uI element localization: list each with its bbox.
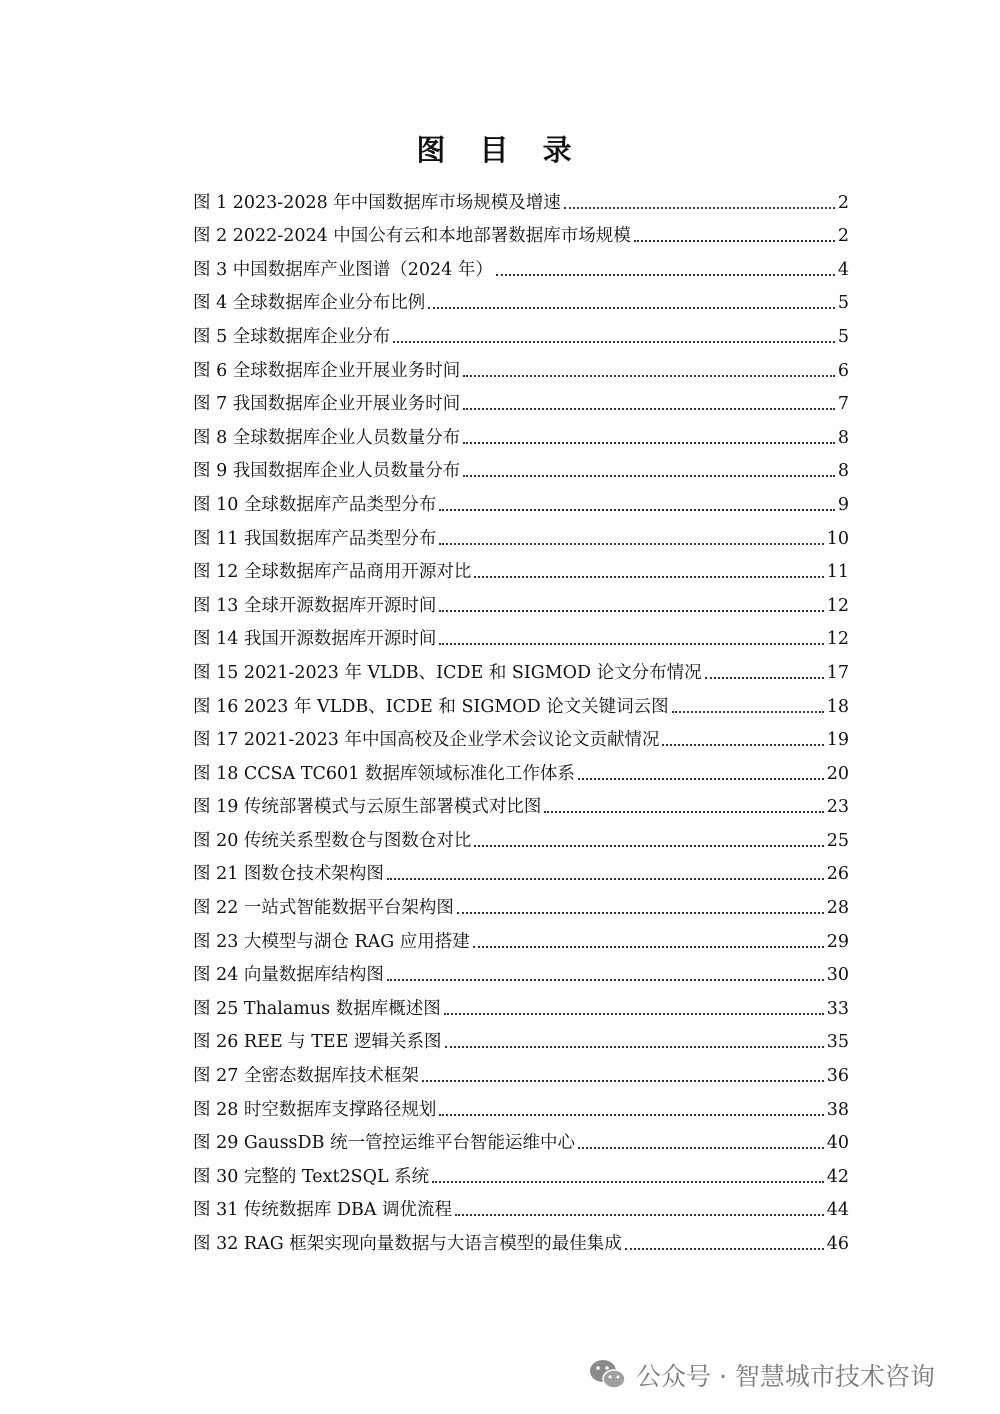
toc-entry[interactable] [193,1053,849,1087]
toc-dot-leader [428,306,835,309]
toc-entry-label: 图 3 中国数据库产业图谱（2024 年） [193,259,493,280]
toc-entry[interactable] [193,785,849,819]
toc-entry-label: 图 14 我国开源数据库开源时间 [193,629,437,650]
toc-entry-label: 图 23 大模型与湖仓 RAG 应用搭建 [193,931,470,952]
toc-dot-leader [672,710,824,713]
toc-entry-label: 图 17 2021-2023 年中国高校及企业学术会议论文贡献情况 [193,730,660,751]
toc-entry-page: 12 [826,595,849,616]
toc-entry-label: 图 2 2022-2024 中国公有云和本地部署数据库市场规模 [193,226,631,247]
toc-entry[interactable] [193,180,849,214]
toc-entry[interactable] [193,516,849,550]
toc-entry-page: 28 [826,898,849,919]
toc-entry-page: 29 [826,931,849,952]
toc-dot-leader [439,642,823,645]
toc-entry-page: 26 [826,864,849,885]
toc-entry-label: 图 20 传统关系型数仓与图数仓对比 [193,830,472,851]
page-title: 图 目 录 [416,133,584,167]
toc-dot-leader [474,844,823,847]
toc-entry-label: 图 8 全球数据库企业人员数量分布 [193,427,461,448]
toc-entry[interactable] [193,1154,849,1188]
toc-entry-label: 图 28 时空数据库支撑路径规划 [193,1099,437,1120]
toc-entry-page: 18 [826,696,849,717]
toc-dot-leader [705,676,824,679]
toc-entry-page: 7 [837,394,849,415]
toc-entry-label: 图 21 图数仓技术架构图 [193,864,384,885]
toc-entry[interactable] [193,885,849,919]
toc-entry[interactable] [193,382,849,416]
toc-entry[interactable] [193,617,849,651]
toc-dot-leader [463,374,835,377]
toc-entry[interactable] [193,449,849,483]
toc-entry[interactable] [193,247,849,281]
toc-dot-leader [444,1012,824,1015]
toc-entry-label: 图 26 REE 与 TEE 逻辑关系图 [193,1032,442,1053]
toc-entry-page: 11 [826,562,849,583]
toc-entry[interactable] [193,482,849,516]
toc-dot-leader [457,911,824,914]
toc-entry-label: 图 19 传统部署模式与云原生部署模式对比图 [193,797,542,818]
toc-dot-leader [473,945,824,948]
toc-entry-page: 30 [826,965,849,986]
toc-entry-page: 9 [837,494,849,515]
watermark-text: 公众号 · 智慧城市技术咨询 [636,1362,935,1391]
toc-entry-label: 图 7 我国数据库企业开展业务时间 [193,394,461,415]
toc-dot-leader [578,777,824,780]
toc-entry[interactable] [193,953,849,987]
toc-entry[interactable] [193,986,849,1020]
wechat-icon [588,1358,628,1392]
watermark [588,1355,935,1395]
toc-entry-label: 图 18 CCSA TC601 数据库领域标准化工作体系 [193,763,575,784]
toc-entry-page: 12 [826,629,849,650]
toc-entry-page: 2 [837,226,849,247]
toc-dot-leader [496,273,835,276]
toc-entry[interactable] [193,415,849,449]
toc-entry-label: 图 27 全密态数据库技术框架 [193,1066,419,1087]
toc-dot-leader [625,1247,824,1250]
toc-entry-label: 图 9 我国数据库企业人员数量分布 [193,461,461,482]
toc-entry-page: 23 [826,797,849,818]
toc-entry-label: 图 30 完整的 Text2SQL 系统 [193,1166,430,1187]
toc-dot-leader [439,1113,823,1116]
toc-entry[interactable] [193,1087,849,1121]
toc-dot-leader [445,1045,824,1048]
toc-entry-label: 图 31 传统数据库 DBA 调优流程 [193,1200,453,1221]
toc-entry-label: 图 6 全球数据库企业开展业务时间 [193,360,461,381]
toc-entry-page: 8 [837,427,849,448]
toc-dot-leader [463,441,835,444]
toc-entry[interactable] [193,281,849,315]
toc-dot-leader [662,743,823,746]
toc-entry-label: 图 32 RAG 框架实现向量数据与大语言模型的最佳集成 [193,1234,622,1254]
toc-entry[interactable] [193,314,849,348]
toc-entry-label: 图 15 2021-2023 年 VLDB、ICDE 和 SIGMOD 论文分布情况 [193,662,702,683]
toc-entry-page: 36 [826,1066,849,1087]
toc-entry[interactable] [193,1020,849,1054]
toc-dot-leader [474,575,823,578]
toc-entry-page: 38 [826,1099,849,1120]
toc-entry-label: 图 4 全球数据库企业分布比例 [193,293,426,314]
toc-entry-label: 图 11 我国数据库产品类型分布 [193,528,437,549]
toc-entry-label: 图 12 全球数据库产品商用开源对比 [193,562,472,583]
toc-dot-leader [422,1079,824,1082]
toc-entry[interactable] [193,583,849,617]
toc-entry[interactable] [193,751,849,785]
toc-entry-page: 8 [837,461,849,482]
toc-entry-label: 图 1 2023-2028 年中国数据库市场规模及增速 [193,192,561,213]
toc-entry[interactable] [193,1188,849,1222]
toc-entry[interactable] [193,650,849,684]
toc-entry-page: 17 [826,662,849,683]
toc-entry[interactable] [193,1221,849,1255]
toc-dot-leader [432,1180,824,1183]
toc-entry[interactable] [193,718,849,752]
toc-entry-page: 4 [837,259,849,280]
toc-entry[interactable] [193,684,849,718]
toc-dot-leader [439,508,834,511]
toc-dot-leader [544,810,823,813]
toc-entry[interactable] [193,852,849,886]
toc-dot-leader [463,474,835,477]
toc-entry-page: 20 [826,763,849,784]
toc-entry-label: 图 13 全球开源数据库开源时间 [193,595,437,616]
toc-dot-leader [578,1146,824,1149]
toc-entry-page: 6 [837,360,849,381]
toc-dot-leader [387,877,824,880]
toc-dot-leader [393,340,835,343]
toc-entry-page: 35 [826,1032,849,1053]
toc-dot-leader [463,407,835,410]
toc-entry-page: 40 [826,1133,849,1154]
toc-dot-leader [455,1213,824,1216]
toc-entry-page: 46 [826,1234,849,1254]
toc-dot-leader [634,239,835,242]
toc-entry-page: 33 [826,998,849,1019]
toc-entry-label: 图 5 全球数据库企业分布 [193,326,391,347]
toc-entry-page: 44 [826,1200,849,1221]
toc-entry-label: 图 29 GaussDB 统一管控运维平台智能运维中心 [193,1133,575,1154]
toc-entry[interactable] [193,550,849,584]
toc-entry-page: 10 [826,528,849,549]
toc-dot-leader [439,609,823,612]
toc-entry-label: 图 24 向量数据库结构图 [193,965,384,986]
toc-entry-label: 图 10 全球数据库产品类型分布 [193,494,437,515]
toc-entry[interactable] [193,214,849,248]
toc-entry-page: 25 [826,830,849,851]
toc-entry-page: 5 [837,326,849,347]
toc-list [193,180,849,1255]
toc-entry-page: 5 [837,293,849,314]
toc-dot-leader [387,978,824,981]
toc-entry[interactable] [193,919,849,953]
toc-entry-page: 2 [837,192,849,213]
toc-dot-leader [564,206,835,209]
toc-dot-leader [439,542,823,545]
toc-entry[interactable] [193,348,849,382]
toc-entry-page: 42 [826,1166,849,1187]
toc-entry[interactable] [193,818,849,852]
toc-entry-label: 图 25 Thalamus 数据库概述图 [193,998,441,1019]
toc-entry-page: 19 [826,730,849,751]
toc-entry-label: 图 16 2023 年 VLDB、ICDE 和 SIGMOD 论文关键词云图 [193,696,669,717]
toc-entry-label: 图 22 一站式智能数据平台架构图 [193,898,454,919]
toc-entry[interactable] [193,1121,849,1155]
